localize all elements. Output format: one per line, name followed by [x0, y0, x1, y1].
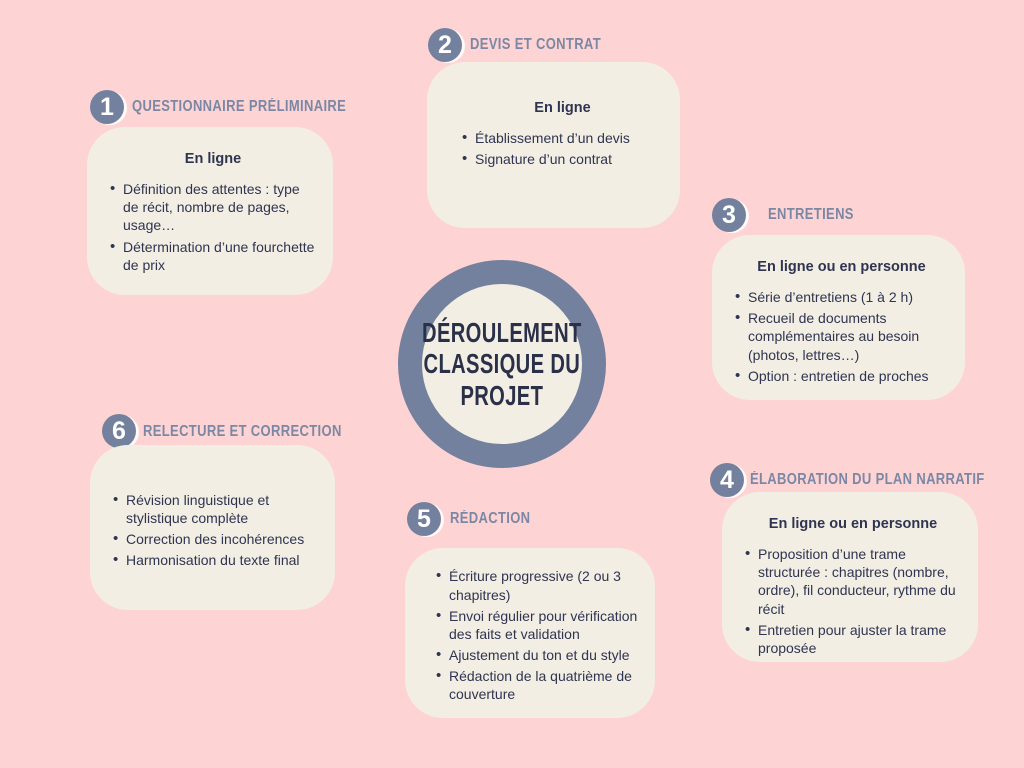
step-5-card — [405, 548, 655, 718]
step-4-bullet-list — [742, 545, 964, 657]
step-1-heading-text: QUESTIONNAIRE PRÉLIMINAIRE — [132, 98, 347, 115]
bullet-item: • Entretien pour ajuster la trame proposée — [758, 621, 964, 657]
diagram-title-line: DÉROULEMENT — [422, 316, 582, 348]
step-4-heading — [750, 471, 1024, 489]
step-2-heading-text: DEVIS ET CONTRAT — [470, 36, 602, 53]
step-5-heading — [450, 510, 546, 528]
bullet-item: • Écriture progressive (2 ou 3 chapitres) — [449, 567, 641, 603]
step-5-heading-text: RÉDACTION — [450, 510, 531, 527]
step-6-card — [90, 445, 335, 610]
step-4-card — [722, 492, 978, 662]
bullet-item: • Harmonisation du texte final — [126, 551, 321, 569]
bullet-item: • Option : entretien de proches — [748, 367, 951, 385]
step-3-mode-label: En ligne ou en personne — [757, 259, 926, 275]
diagram-title-line: CLASSIQUE DU — [423, 348, 581, 380]
bullet-item: • Rédaction de la quatrième de couverture — [449, 667, 641, 703]
bullet-item: • Signature d’un contrat — [475, 150, 666, 168]
step-3-card — [712, 235, 965, 400]
step-1-mode-label: En ligne — [184, 151, 242, 167]
step-6-heading — [143, 423, 380, 441]
bullet-item: • Recueil de documents complémentaires au besoin (photos, lettres…) — [748, 309, 951, 364]
step-3-heading-text: ENTRETIENS — [768, 206, 854, 223]
diagram-title — [422, 317, 582, 411]
step-5-number-badge: 5 — [407, 502, 441, 536]
step-2-mode-label: En ligne — [534, 100, 591, 116]
step-6-bullet-list — [110, 491, 321, 573]
step-6-number-badge: 6 — [102, 414, 136, 448]
step-5-bullet-list — [433, 567, 641, 706]
diagram-title-line: PROJET — [460, 379, 544, 411]
step-1-bullet-list — [107, 180, 319, 274]
step-2-card — [427, 62, 680, 228]
step-2-bullet-list — [459, 129, 666, 168]
step-1-card — [87, 127, 333, 295]
bullet-item: • Établissement d’un devis — [475, 129, 666, 147]
step-4-number-badge: 4 — [710, 463, 744, 497]
step-4-heading-text: ÉLABORATION DU PLAN NARRATIF — [750, 471, 985, 488]
step-1-number-badge: 1 — [90, 90, 124, 124]
center-ring — [398, 260, 606, 468]
center-ring-inner — [422, 284, 582, 444]
step-3-number-badge: 3 — [712, 198, 746, 232]
bullet-item: • Définition des attentes : type de récit, nombre de pages, usage… — [123, 180, 319, 235]
step-1-heading — [132, 98, 387, 116]
bullet-item: • Série d’entretiens (1 à 2 h) — [748, 288, 951, 306]
step-3-bullet-list — [732, 288, 951, 385]
step-2-heading — [470, 36, 626, 54]
step-3-heading — [768, 206, 870, 224]
bullet-item: • Correction des incohérences — [126, 530, 321, 548]
step-4-mode-label: En ligne ou en personne — [768, 516, 938, 532]
bullet-item: • Détermination d’une fourchette de prix — [123, 238, 319, 274]
step-2-number-badge: 2 — [428, 28, 462, 62]
bullet-item: • Révision linguistique et stylistique complète — [126, 491, 321, 527]
step-6-heading-text: RELECTURE ET CORRECTION — [143, 423, 342, 440]
bullet-item: • Proposition d’une trame structurée : chapitres (nombre, ordre), fil conducteur, rythme du récit — [758, 545, 964, 618]
bullet-item: • Ajustement du ton et du style — [449, 646, 641, 664]
bullet-item: • Envoi régulier pour vérification des faits et validation — [449, 607, 641, 643]
